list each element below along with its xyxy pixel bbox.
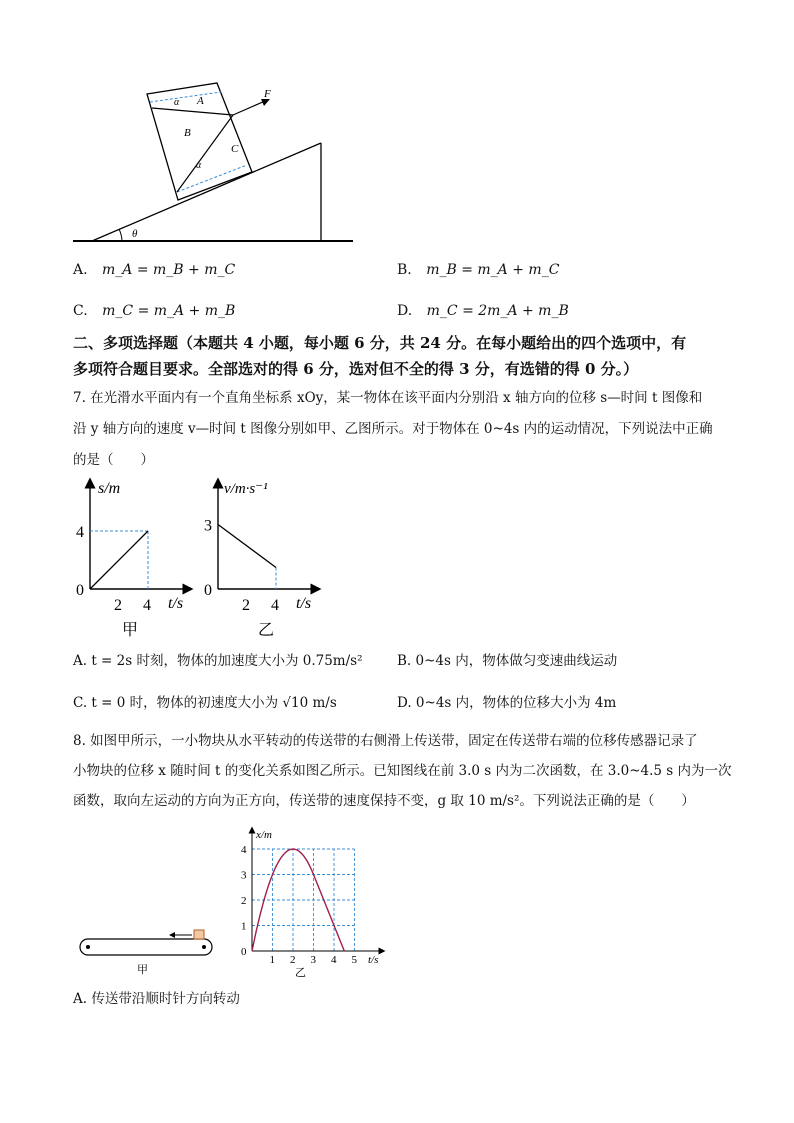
q7-line1: 7. 在光滑水平面内有一个直角坐标系 xOy，某一物体在该平面内分别沿 x 轴方向的位移 s—时间 t 图像和	[73, 390, 703, 406]
yi-series-line	[218, 525, 276, 568]
yi-y-tick: 3	[204, 517, 212, 535]
q7-line2: 沿 y 轴方向的速度 v—时间 t 图像分别如甲、乙图所示。对于物体在 0~4s 内的运动情况，下列说法中正确	[73, 421, 713, 437]
q6-option-A-expr: m_A = m_B + m_C	[102, 262, 236, 278]
pulley-right	[202, 945, 206, 949]
theta-label: θ	[132, 228, 138, 240]
yi-y-tick: 0	[204, 582, 212, 599]
yi-xlabel: t/s	[296, 595, 312, 612]
q8-x-tick: 1	[269, 954, 275, 966]
q8-x-tick: 3	[310, 954, 316, 966]
q6-option-C-expr: m_C = m_A + m_B	[102, 303, 236, 319]
q8-y-tick: 1	[241, 920, 247, 933]
belt-outline	[80, 939, 212, 955]
q6-option-D[interactable]	[397, 301, 569, 321]
q6-option-A[interactable]	[73, 260, 235, 280]
q8-xlabel: t/s	[368, 954, 379, 966]
label-C: C	[231, 143, 239, 155]
yi-x-tick: 4	[271, 597, 279, 614]
q8-y-tick: 4	[241, 844, 247, 856]
label-A: A	[197, 95, 204, 107]
q8-x-tick: 5	[351, 954, 357, 966]
label-alpha-2: α	[196, 160, 202, 171]
q6-option-B-letter: B.	[397, 262, 412, 278]
q8-line3: 函数，取向左运动的方向为正方向，传送带的速度保持不变，g 取 10 m/s²。下列说法正确的是（ ）	[73, 793, 695, 809]
q6-option-A-letter: A.	[73, 262, 88, 278]
q7-option-A[interactable]: A. t = 2s 时刻，物体的加速度大小为 0.75m/s²	[73, 653, 363, 669]
theta-arc	[119, 229, 122, 241]
q6-option-B-expr: m_B = m_A + m_C	[426, 262, 560, 278]
q7-line3: 的是（ ）	[73, 452, 154, 468]
incline-figure	[70, 80, 370, 250]
q6-option-C[interactable]	[73, 301, 235, 321]
q8-line2: 小物块的位移 x 随时间 t 的变化关系如图乙所示。已知图线在前 3.0 s 内为二次函数，在 3.0~4.5 s 内为一次	[73, 763, 732, 779]
jia-x-tick: 2	[114, 597, 122, 614]
q8-line1: 8. 如图甲所示，一小物块从水平转动的传送带的右侧滑上传送带，固定在传送带右端的位移传感器记录了	[73, 733, 698, 749]
q8-option-A[interactable]: A. 传送带沿顺时针方向转动	[73, 991, 240, 1007]
jia-caption: 甲	[122, 622, 139, 639]
q6-option-B[interactable]	[397, 260, 559, 280]
q8-ylabel: x/m	[256, 829, 272, 841]
section2-line1: 二、多项选择题（本题共 4 小题，每小题 6 分，共 24 分。在每小题给出的四个选项中，有	[73, 334, 687, 352]
chart-q8-xt	[232, 826, 392, 984]
jia-x-tick: 4	[143, 597, 151, 614]
conveyor-belt-figure	[75, 925, 220, 980]
block-arrow-head	[169, 932, 175, 938]
yi-caption: 乙	[258, 622, 275, 639]
pulley-left	[86, 945, 90, 949]
q7-option-D[interactable]: D. 0~4s 内，物体的位移大小为 4m	[397, 695, 617, 711]
yi-ylabel: v/m·s⁻¹	[224, 481, 268, 497]
chart-jia	[70, 475, 200, 640]
q8-x-tick: 4	[331, 954, 337, 966]
q7-option-C[interactable]: C. t = 0 时，物体的初速度大小为 √10 m/s	[73, 695, 337, 711]
jia-y-tick: 4	[76, 524, 84, 541]
chart-yi	[198, 475, 328, 640]
jia-y-tick: 0	[76, 582, 84, 599]
label-B: B	[184, 127, 191, 139]
q8-y-tick: 3	[241, 869, 247, 882]
label-F: F	[264, 88, 271, 100]
jia-series-line	[90, 531, 148, 589]
yi-x-tick: 2	[242, 597, 250, 614]
q6-option-D-letter: D.	[397, 303, 413, 319]
block-on-belt	[194, 930, 204, 939]
q6-option-C-letter: C.	[73, 303, 88, 319]
belt-caption: 甲	[137, 964, 148, 976]
q8-x-tick: 2	[290, 954, 296, 966]
jia-ylabel: s/m	[98, 480, 121, 497]
q7-option-B[interactable]: B. 0~4s 内，物体做匀变速曲线运动	[397, 653, 618, 669]
jia-xlabel: t/s	[168, 595, 184, 612]
q6-option-D-expr: m_C = 2m_A + m_B	[426, 303, 569, 319]
q8-y-tick: 2	[241, 895, 247, 907]
q8-y-tick: 0	[241, 946, 247, 958]
q8-chart-caption: 乙	[295, 967, 306, 979]
section2-line2: 多项符合题目要求。全部选对的得 6 分，选对但不全的得 3 分，有选错的得 0 分。）	[73, 360, 639, 378]
force-arrow-line	[233, 101, 265, 115]
label-alpha-1: α	[174, 97, 180, 108]
